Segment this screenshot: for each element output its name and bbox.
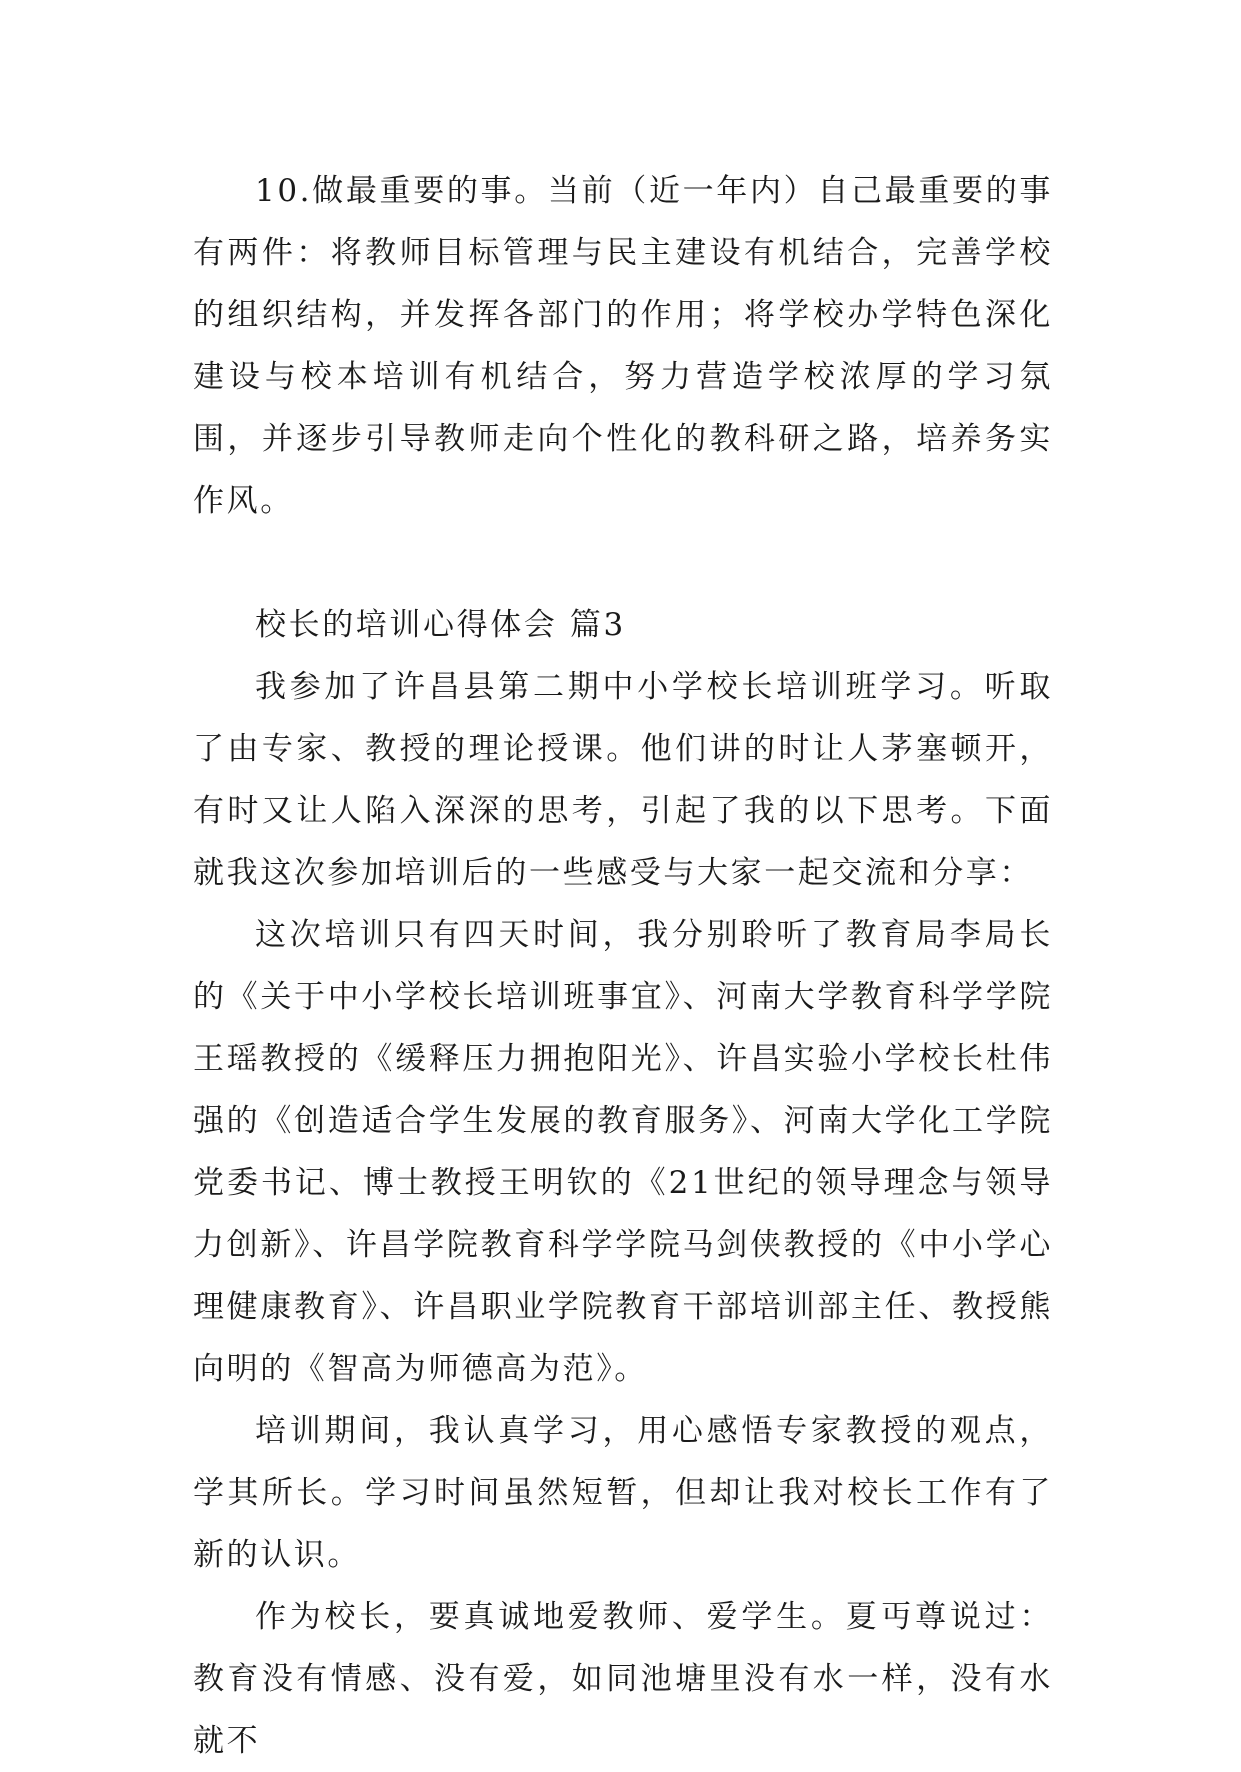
paragraph-love-teachers: 作为校长，要真诚地爱教师、爱学生。夏丏尊说过：教育没有情感、没有爱，如同池塘里没有水一样，没有水就不	[193, 1599, 1053, 1759]
paragraph-intro: 我参加了许昌县第二期中小学校长培训班学习。听取了由专家、教授的理论授课。他们讲的时让人茅塞顿开，有时又让人陷入深深的思考，引起了我的以下思考。下面就我这次参加培训后的一些感受与大家一起交流和分享：	[193, 669, 1053, 891]
document-body	[193, 160, 1053, 1772]
section-heading: 校长的培训心得体会 篇3	[255, 607, 626, 643]
paragraph-reflection: 培训期间，我认真学习，用心感悟专家教授的观点，学其所长。学习时间虽然短暂，但却让我对校长工作有了新的认识。	[193, 1413, 1053, 1573]
blank-line	[193, 532, 1053, 594]
paragraph-lectures: 这次培训只有四天时间，我分别聆听了教育局李局长的《关于中小学校长培训班事宜》、河南大学教育科学学院王瑶教授的《缓释压力拥抱阳光》、许昌实验小学校长杜伟强的《创造适合学生发展的教育服务》、河南大学化工学院党委书记、博士教授王明钦的《21世纪的领导理念与领导力创新》、许昌学院教育科学学院马剑侠教授的《中小学心理健康教育》、许昌职业学院教育干部培训部主任、教授熊向明的《智高为师德高为范》。	[193, 917, 1053, 1387]
paragraph-item-10: 10.做最重要的事。当前（近一年内）自己最重要的事有两件：将教师目标管理与民主建设有机结合，完善学校的组织结构，并发挥各部门的作用；将学校办学特色深化建设与校本培训有机结合，努力营造学校浓厚的学习氛围，并逐步引导教师走向个性化的教科研之路，培养务实作风。	[193, 173, 1053, 519]
